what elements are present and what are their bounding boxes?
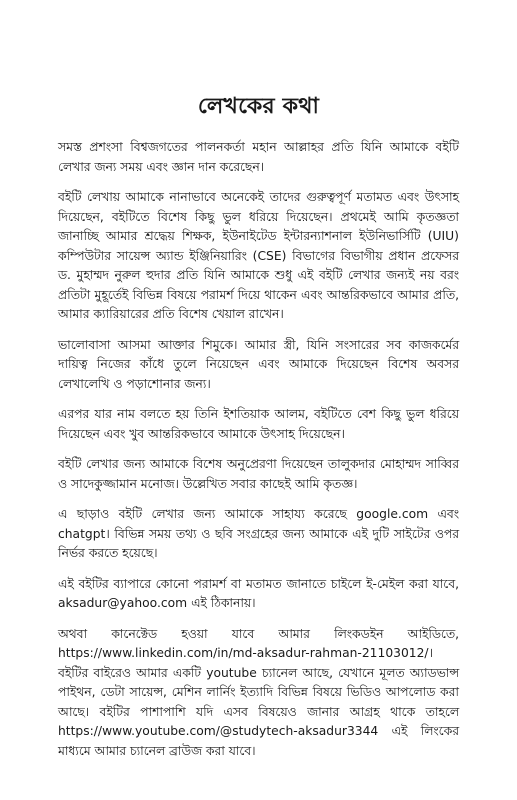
paragraph-inspiration: বইটি লেখার জন্য আমাকে বিশেষ অনুপ্রেরণা দিয়েছেন তালুকদার মোহাম্মদ সাব্বির ও সাদেকুজ্জামান মনোজ। উল্লেখিত সবার কাছেই আমি কৃতজ্ঞ।: [58, 457, 459, 491]
paragraph-links: অথবা কানেক্টেড হওয়া যাবে আমার লিংকডইন আইডিতে, https://www.linkedin.com/in/md-aksadur-rahman-21103012/। বইটির বাইরেও আমার একটি youtube চ্যানেল আছে, যেখানে মূলত অ্যাডভান্স পাইথন, ডেটা সায়েন্স, মেশিন লার্নিং ইত্যাদি বিভিন্ন বিষয়ে ভিডিও আপলোড করা আছে। বইটির পাশাপাশি যদি এসব বিষয়েও জানার আগ্রহ থাকে তাহলে https://www.youtube.com/@studytech-aksadur3344 এই লিংকের মাধ্যমে আমার চ্যানেল ব্রাউজ করা যাবে।: [58, 626, 460, 758]
paragraph-acknowledgement-teacher: বইটি লেখায় আমাকে নানাভাবে অনেকেই তাদের গুরুত্বপূর্ণ মতামত এবং উৎসাহ দিয়েছেন, বইটিতে বিশেষ কিছু ভুল ধরিয়ে দিয়েছেন। প্রথমেই আমি কৃতজ্ঞতা জানাচ্ছি আমার শ্রদ্ধেয় শিক্ষক, ইউনাইটেড ইন্টারন্যাশনাল ইউনিভার্সিটি (UIU) কম্পিউটার সায়েন্স অ্যান্ড ইঞ্জিনিয়ারিং (CSE) বিভাগের বিভাগীয় প্রধান প্রফেসর ড. মুহাম্মদ নুরুল হুদার প্রতি যিনি আমাকে শুধু এই বইটি লেখার জন্যই নয় বরং প্রতিটা মুহূর্তেই বিভিন্ন বিষয়ে পরামর্শ দিয়ে থাকেন এবং আন্তরিকভাবে আমার প্রতি, আমার ক্যারিয়ারের প্রতি বিশেষ খেয়াল রাখেন।: [58, 190, 459, 321]
page-title: লেখকের কথা: [197, 94, 320, 119]
paragraph-gratitude-allah: সমস্ত প্রশংসা বিশ্বজগতের পালনকর্তা মহান আল্লাহর প্রতি যিনি আমাকে বইটি লেখার জন্য সময় এবং জ্ঞান দান করেছেন।: [58, 140, 459, 174]
paragraph-ishtiak: এরপর যার নাম বলতে হয় তিনি ইশতিয়াক আলম, বইটিতে বেশ কিছু ভুল ধরিয়ে দিয়েছেন এবং খুব আন্তরিকভাবে আমাকে উৎসাহ দিয়েছেন।: [58, 407, 459, 441]
paragraph-wife: ভালোবাসা আসমা আক্তার শিমুকে। আমার স্ত্রী, যিনি সংসারের সব কাজকর্মের দায়িত্ব নিজের কাঁধে তুলে নিয়েছেন এবং আমাকে দিয়েছেন বিশেষ অবসর লেখালেখি ও পড়াশোনার জন্য।: [58, 337, 459, 391]
paragraph-email: এই বইটির ব্যাপারে কোনো পরামর্শ বা মতামত জানাতে চাইলে ই-মেইল করা যাবে, aksadur@yahoo.com এই ঠিকানায়।: [58, 576, 460, 610]
paragraph-sources: এ ছাড়াও বইটি লেখার জন্য আমাকে সাহায্য করেছে google.com এবং chatgpt। বিভিন্ন সময় তথ্য ও ছবি সংগ্রহের জন্য আমাকে এই দুটি সাইটের ওপর নির্ভর করতে হয়েছে।: [58, 507, 459, 560]
